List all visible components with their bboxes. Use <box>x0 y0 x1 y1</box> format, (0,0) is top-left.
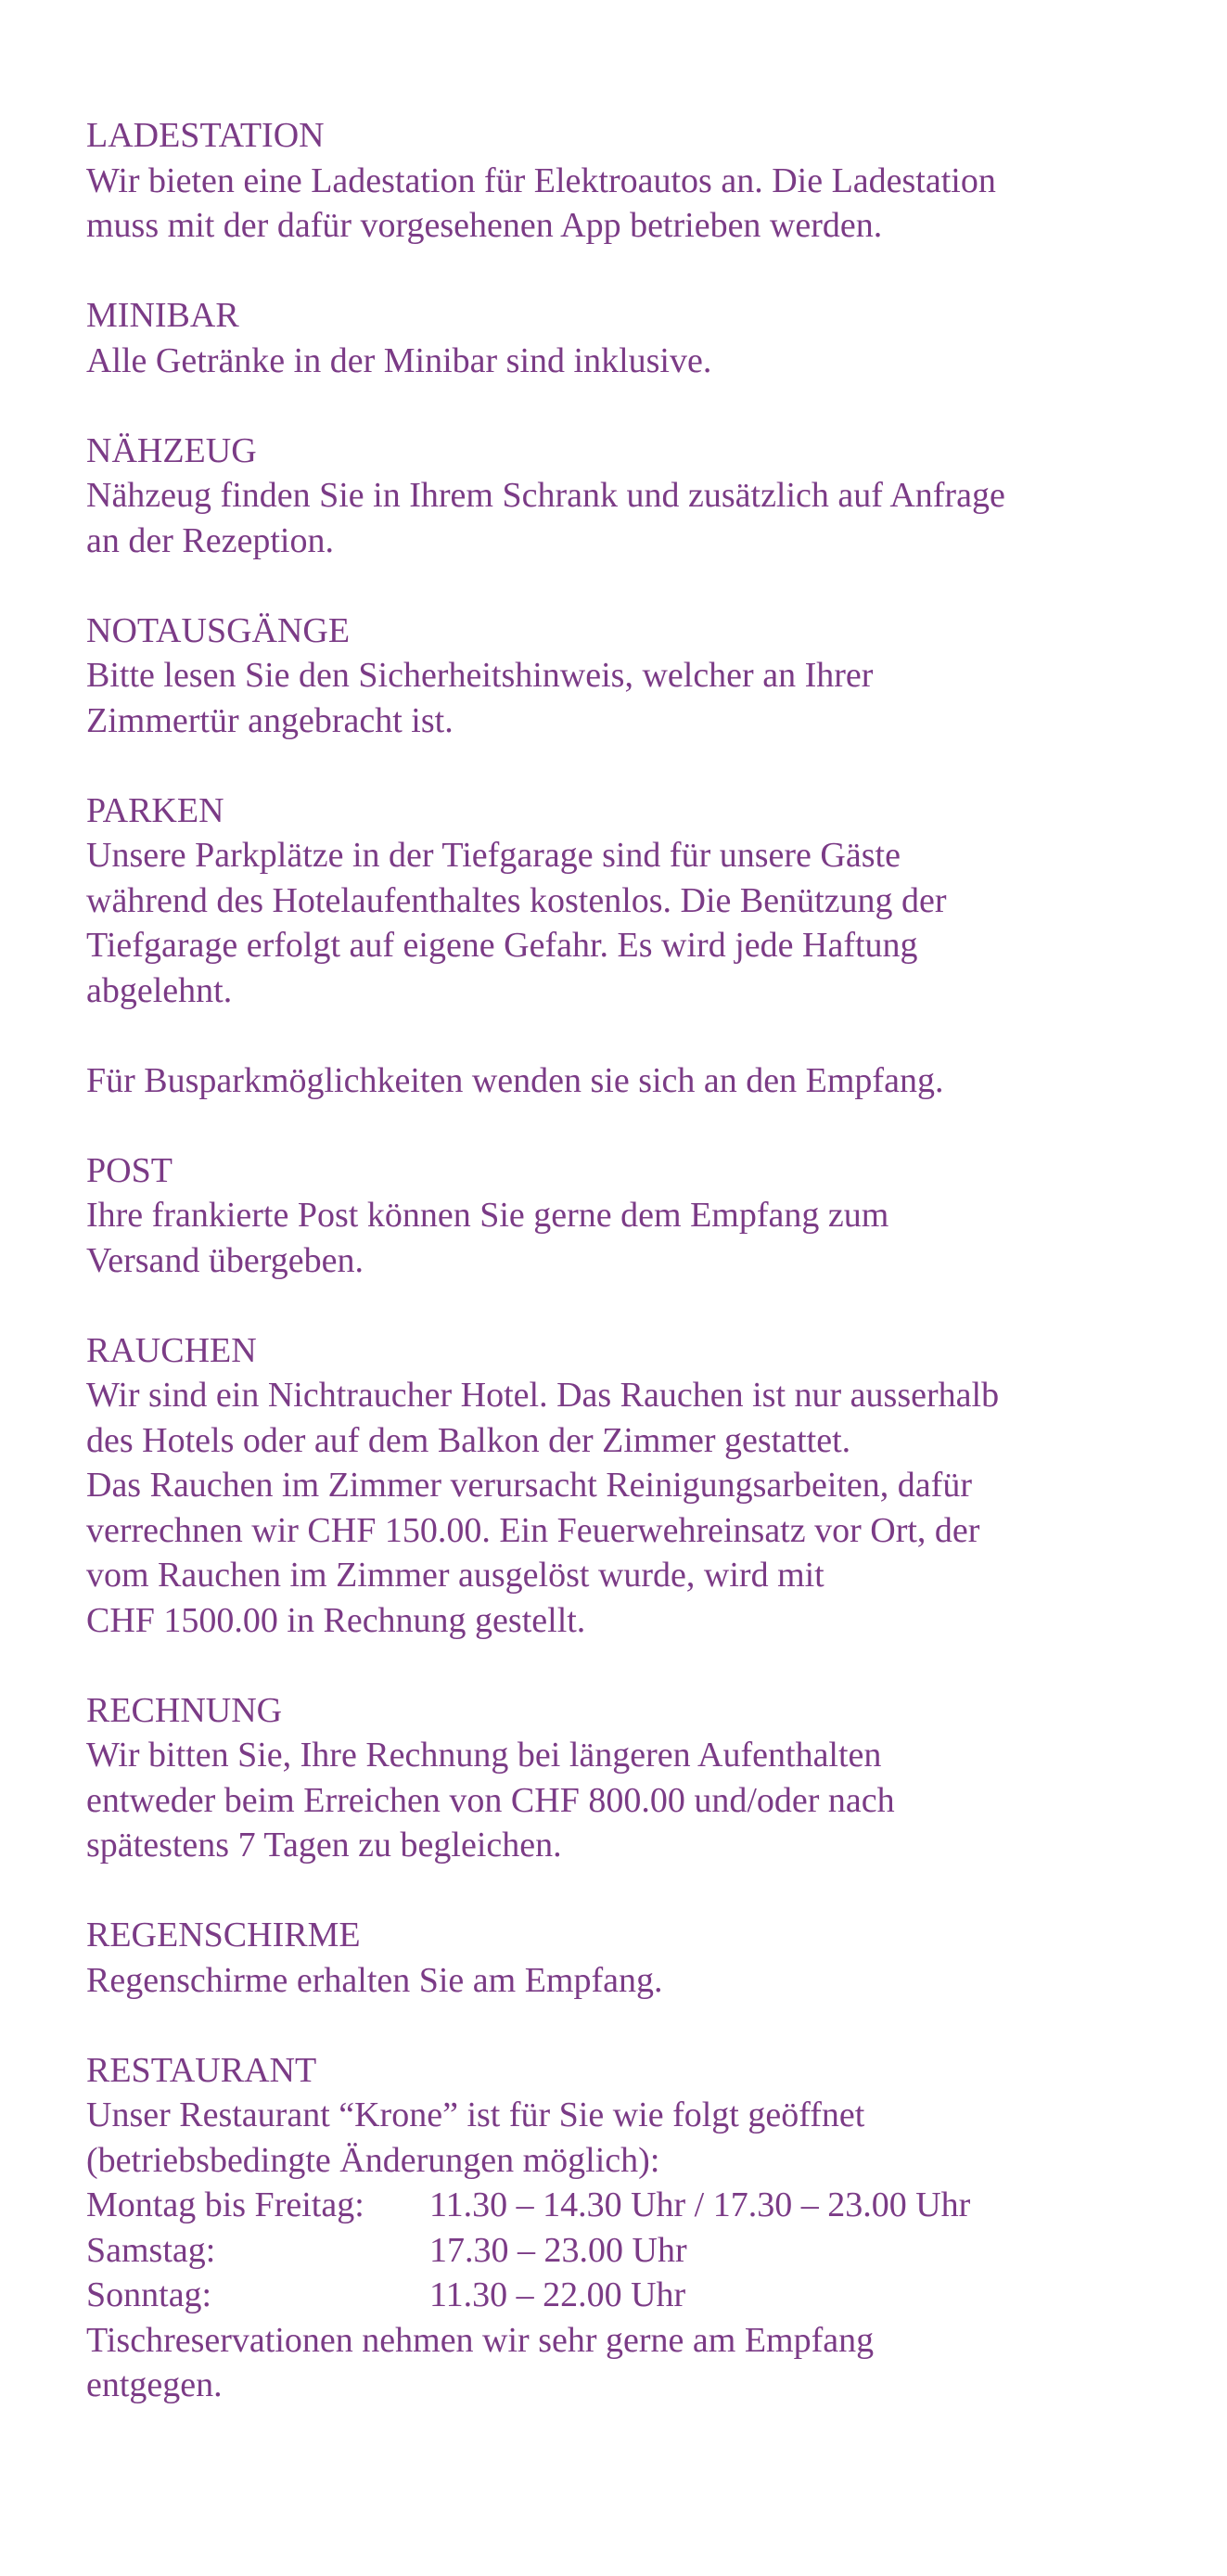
section-ladestation <box>86 113 1181 249</box>
section-parken <box>86 788 1181 1014</box>
section-heading: MINIBAR <box>86 296 239 335</box>
section-naehzeug <box>86 429 1181 564</box>
section-minibar <box>86 293 1181 383</box>
body-line: CHF 1500.00 in Rechnung gestellt. <box>86 1600 586 1640</box>
section-parken-bus <box>86 1058 1181 1104</box>
body-line: (betriebsbedingte Änderungen möglich): <box>86 2140 660 2180</box>
opening-hours-day: Sonntag: <box>86 2275 212 2314</box>
info-page <box>86 113 1181 2453</box>
body-line: Das Rauchen im Zimmer verursacht Reinigungsarbeiten, dafür <box>86 1466 972 1505</box>
body-line: Wir bitten Sie, Ihre Rechnung bei längeren Aufenthalten <box>86 1736 882 1775</box>
opening-hours-day: Samstag: <box>86 2230 216 2270</box>
body-line: Für Busparkmöglichkeiten wenden sie sich an den Empfang. <box>86 1060 944 1100</box>
body-line: während des Hotelaufenthaltes kostenlos. Die Benützung der <box>86 880 947 920</box>
body-line: Tiefgarage erfolgt auf eigene Gefahr. Es wird jede Haftung <box>86 926 918 965</box>
section-post <box>86 1148 1181 1284</box>
body-line: Alle Getränke in der Minibar sind inklusive. <box>86 340 712 380</box>
body-line: entgegen. <box>86 2365 223 2404</box>
section-heading: PARKEN <box>86 790 224 830</box>
body-line: vom Rauchen im Zimmer ausgelöst wurde, wird mit <box>86 1556 824 1595</box>
section-heading: RESTAURANT <box>86 2050 317 2090</box>
section-heading: NOTAUSGÄNGE <box>86 610 351 650</box>
body-line: Nähzeug finden Sie in Ihrem Schrank und zusätzlich auf Anfrage <box>86 476 1005 515</box>
opening-hours-time: 11.30 – 14.30 Uhr / 17.30 – 23.00 Uhr <box>429 2185 971 2224</box>
section-rauchen <box>86 1328 1181 1644</box>
section-restaurant <box>86 2048 1181 2408</box>
body-line: abgelehnt. <box>86 970 233 1010</box>
body-line: spätestens 7 Tagen zu begleichen. <box>86 1826 562 1865</box>
body-line: entweder beim Erreichen von CHF 800.00 und/oder nach <box>86 1780 895 1820</box>
body-line: Versand übergeben. <box>86 1240 364 1280</box>
body-line: muss mit der dafür vorgesehenen App betrieben werden. <box>86 206 883 245</box>
body-line: Tischreservationen nehmen wir sehr gerne am Empfang <box>86 2320 875 2360</box>
opening-hours-time: 17.30 – 23.00 Uhr <box>429 2230 687 2270</box>
section-heading: REGENSCHIRME <box>86 1916 361 1954</box>
body-line: Ihre frankierte Post können Sie gerne dem Empfang zum <box>86 1196 889 1235</box>
body-line: des Hotels oder auf dem Balkon der Zimmer gestattet. <box>86 1420 851 1460</box>
body-line: Unser Restaurant “Krone” ist für Sie wie folgt geöffnet <box>86 2095 865 2134</box>
body-line: Wir bieten eine Ladestation für Elektroautos an. Die Ladestation <box>86 160 996 200</box>
section-regenschirme <box>86 1913 1181 2003</box>
opening-hours-time: 11.30 – 22.00 Uhr <box>429 2275 686 2314</box>
opening-hours-row <box>86 2183 1181 2228</box>
opening-hours-row <box>86 2273 1181 2318</box>
section-rechnung <box>86 1688 1181 1868</box>
section-heading: LADESTATION <box>86 116 325 155</box>
body-line: verrechnen wir CHF 150.00. Ein Feuerwehreinsatz vor Ort, der <box>86 1510 980 1550</box>
section-notausgaenge <box>86 609 1181 744</box>
body-line: Regenschirme erhalten Sie am Empfang. <box>86 1960 663 2000</box>
body-line: an der Rezeption. <box>86 520 334 560</box>
section-heading: POST <box>86 1150 173 1190</box>
section-heading: RECHNUNG <box>86 1690 283 1730</box>
body-line: Zimmertür angebracht ist. <box>86 700 454 740</box>
opening-hours-row <box>86 2228 1181 2274</box>
body-line: Bitte lesen Sie den Sicherheitshinweis, welcher an Ihrer <box>86 656 874 695</box>
body-line: Wir sind ein Nichtraucher Hotel. Das Rauchen ist nur ausserhalb <box>86 1376 1000 1415</box>
body-line: Unsere Parkplätze in der Tiefgarage sind für unsere Gäste <box>86 836 901 875</box>
section-heading: RAUCHEN <box>86 1330 257 1370</box>
opening-hours-day: Montag bis Freitag: <box>86 2185 364 2224</box>
section-heading: NÄHZEUG <box>86 430 257 470</box>
